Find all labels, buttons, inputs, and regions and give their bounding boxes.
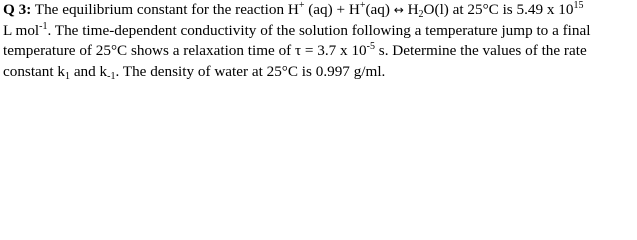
text-segment: (aq) + H (304, 1, 360, 18)
subscript: -1 (107, 70, 116, 82)
question-label: Q 3: (3, 1, 32, 18)
text-segment: s. Determine the values of the rate (374, 42, 587, 59)
equilibrium-arrow-icon: ↔ (393, 3, 404, 17)
question-line-3 (3, 41, 635, 62)
text-segment: temperature of 25°C shows a relaxation time of τ = 3.7 x 10 (3, 42, 367, 59)
superscript: -5 (366, 41, 375, 52)
question-line-2 (3, 21, 635, 42)
superscript: -1 (39, 20, 48, 32)
text-segment: (aq) (365, 1, 394, 18)
text-segment: and k (70, 62, 108, 80)
text-segment: The equilibrium constant for the reaction H (34, 1, 299, 18)
question-line-1 (3, 0, 635, 21)
text-segment: O(l) at 25°C is 5.49 x 10 (423, 1, 574, 18)
text-segment: H (403, 1, 419, 18)
subscript: 1 (65, 70, 71, 82)
text-segment: . The time-dependent conductivity of the solution following a temperature jump to a final (47, 21, 591, 39)
question-line-4 (3, 62, 635, 83)
text-segment: L mol (3, 21, 40, 39)
superscript: + (298, 0, 305, 11)
superscript: 15 (573, 0, 584, 11)
question-text (3, 0, 635, 82)
superscript: + (359, 0, 366, 11)
text-segment: . The density of water at 25°C is 0.997 g/ml. (115, 62, 386, 80)
text-segment: constant k (3, 62, 66, 80)
subscript: 2 (418, 9, 424, 20)
